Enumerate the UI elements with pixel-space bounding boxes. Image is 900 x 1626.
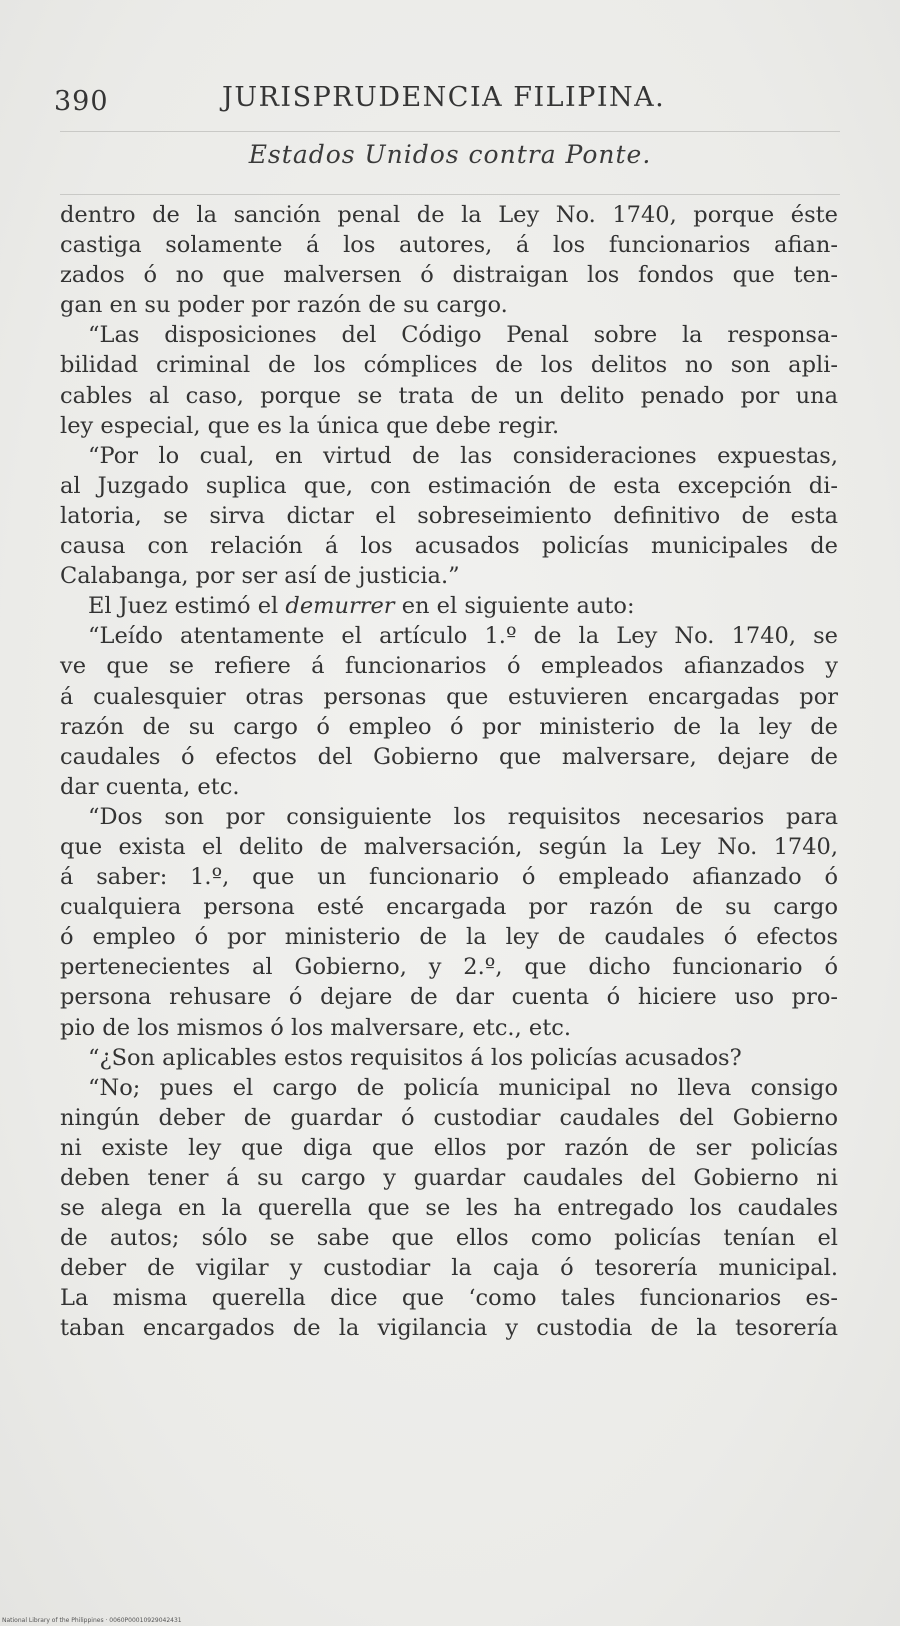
text-line: ley especial, que es la única que debe regir. <box>60 412 560 439</box>
text-line: cables al caso, porque se trata de un delito penado por una <box>60 382 838 409</box>
text-line: persona rehusare ó dejare de dar cuenta ó hiciere uso pro- <box>60 984 838 1011</box>
text-line: de autos; sólo se sabe que ellos como policías tenían el <box>60 1225 838 1252</box>
text-line: zados ó no que malversen ó distraigan los fondos que ten- <box>60 262 838 289</box>
text-line: ve que se refiere á funcionarios ó empleados afianzados y <box>60 653 838 680</box>
text-line: ó empleo ó por ministerio de la ley de caudales ó efectos <box>60 924 838 951</box>
text-line-demurrer <box>60 591 838 621</box>
text-line: bilidad criminal de los cómplices de los delitos no son apli- <box>60 352 838 379</box>
text-line: La misma querella dice que ‘como tales funcionarios es- <box>60 1285 838 1312</box>
case-subtitle: Estados Unidos contra Ponte. <box>248 140 652 169</box>
text-line: castiga solamente á los autores, á los funcionarios afian- <box>60 232 838 259</box>
text-line: al Juzgado suplica que, con estimación de esta excepción di- <box>60 472 838 499</box>
text-line: que exista el delito de malversación, según la Ley No. 1740, <box>60 833 838 860</box>
text-line: deben tener á su cargo y guardar caudales del Gobierno ni <box>60 1165 838 1191</box>
text-line: “Las disposiciones del Código Penal sobre la responsa- <box>88 322 838 349</box>
text-line: “No; pues el cargo de policía municipal no lleva consigo <box>88 1074 838 1101</box>
text-line: á cualesquier otras personas que estuvieren encargadas por <box>60 683 838 710</box>
text-line: pio de los mismos ó los malversare, etc., etc. <box>60 1014 571 1041</box>
page-header <box>54 82 844 126</box>
text-line: pertenecientes al Gobierno, y 2.º, que dicho funcionario ó <box>60 954 838 981</box>
page-number: 390 <box>54 86 109 117</box>
text-line: causa con relación á los acusados policías municipales de <box>60 533 838 560</box>
text-line: gan en su poder por razón de su cargo. <box>60 292 508 319</box>
text-line: latoria, se sirva dictar el sobreseimiento definitivo de esta <box>60 502 838 529</box>
text-line: caudales ó efectos del Gobierno que malversare, dejare de <box>60 743 838 770</box>
demurrer-lead: El Juez estimó el <box>88 593 279 620</box>
text-line: dar cuenta, etc. <box>60 773 240 800</box>
body-text <box>60 200 838 1344</box>
text-line: “Dos son por consiguiente los requisitos necesarios para <box>88 803 838 830</box>
text-line: cualquiera persona esté encargada por razón de su cargo <box>60 894 838 921</box>
text-line: Calabanga, por ser así de justicia.” <box>60 563 460 590</box>
text-line: “¿Son aplicables estos requisitos á los policías acusados? <box>88 1044 742 1071</box>
text-line: razón de su cargo ó empleo ó por ministerio de la ley de <box>60 713 838 740</box>
text-line: se alega en la querella que se les ha entregado los caudales <box>60 1195 838 1222</box>
scan-credit: National Library of the Philippines · 0060P00010929042431 <box>2 1617 182 1624</box>
subtitle-rule <box>60 194 840 195</box>
text-line: “Por lo cual, en virtud de las consideraciones expuestas, <box>88 442 838 469</box>
demurrer-tail: en el siguiente auto: <box>401 593 635 620</box>
text-line: deber de vigilar y custodiar la caja ó tesorería municipal. <box>60 1255 838 1282</box>
text-line: dentro de la sanción penal de la Ley No. 1740, porque éste <box>60 202 838 228</box>
text-line: taban encargados de la vigilancia y custodia de la tesorería <box>60 1315 838 1342</box>
text-line: á saber: 1.º, que un funcionario ó empleado afianzado ó <box>60 864 838 891</box>
text-line: “Leído atentamente el artículo 1.º de la Ley No. 1740, se <box>88 623 838 650</box>
demurrer-word: demurrer <box>285 593 395 620</box>
running-title: JURISPRUDENCIA FILIPINA. <box>222 82 666 113</box>
text-line: ningún deber de guardar ó custodiar caudales del Gobierno <box>60 1104 838 1131</box>
header-rule <box>60 131 840 132</box>
text-line: ni existe ley que diga que ellos por razón de ser policías <box>60 1134 838 1161</box>
